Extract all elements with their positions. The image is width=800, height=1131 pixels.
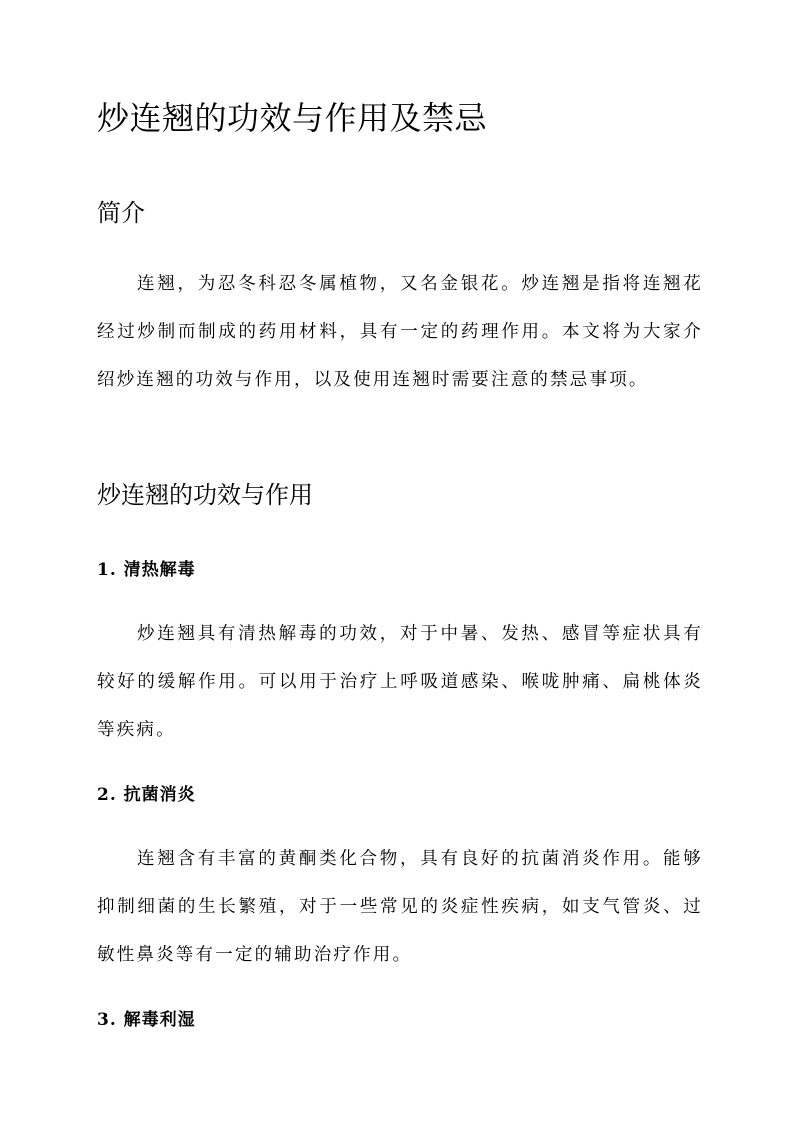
document-title: 炒连翘的功效与作用及禁忌 bbox=[97, 99, 488, 137]
effect-item-paragraph-1: 炒连翘具有清热解毒的功效，对于中暑、发热、感冒等症状具有较好的缓解作用。可以用于治疗上呼吸道感染、喉咙肿痛、扁桃体炎等疾病。 bbox=[97, 624, 703, 740]
effect-item-title-3: 3. 解毒利湿 bbox=[97, 1010, 196, 1030]
effect-item-title-2: 2. 抗菌消炎 bbox=[97, 785, 196, 805]
effect-item-paragraph-2: 连翘含有丰富的黄酮类化合物，具有良好的抗菌消炎作用。能够抑制细菌的生长繁殖，对于一些常见的炎症性疾病，如支气管炎、过敏性鼻炎等有一定的辅助治疗作用。 bbox=[97, 849, 703, 965]
effect-item-title-1: 1. 清热解毒 bbox=[97, 560, 196, 580]
intro-paragraph: 连翘，为忍冬科忍冬属植物，又名金银花。炒连翘是指将连翘花经过炒制而制成的药用材料，具有一定的药理作用。本文将为大家介绍炒连翘的功效与作用，以及使用连翘时需要注意的禁忌事项。 bbox=[97, 274, 703, 390]
section-heading-intro: 简介 bbox=[97, 199, 145, 227]
section-heading-effects: 炒连翘的功效与作用 bbox=[97, 481, 313, 509]
